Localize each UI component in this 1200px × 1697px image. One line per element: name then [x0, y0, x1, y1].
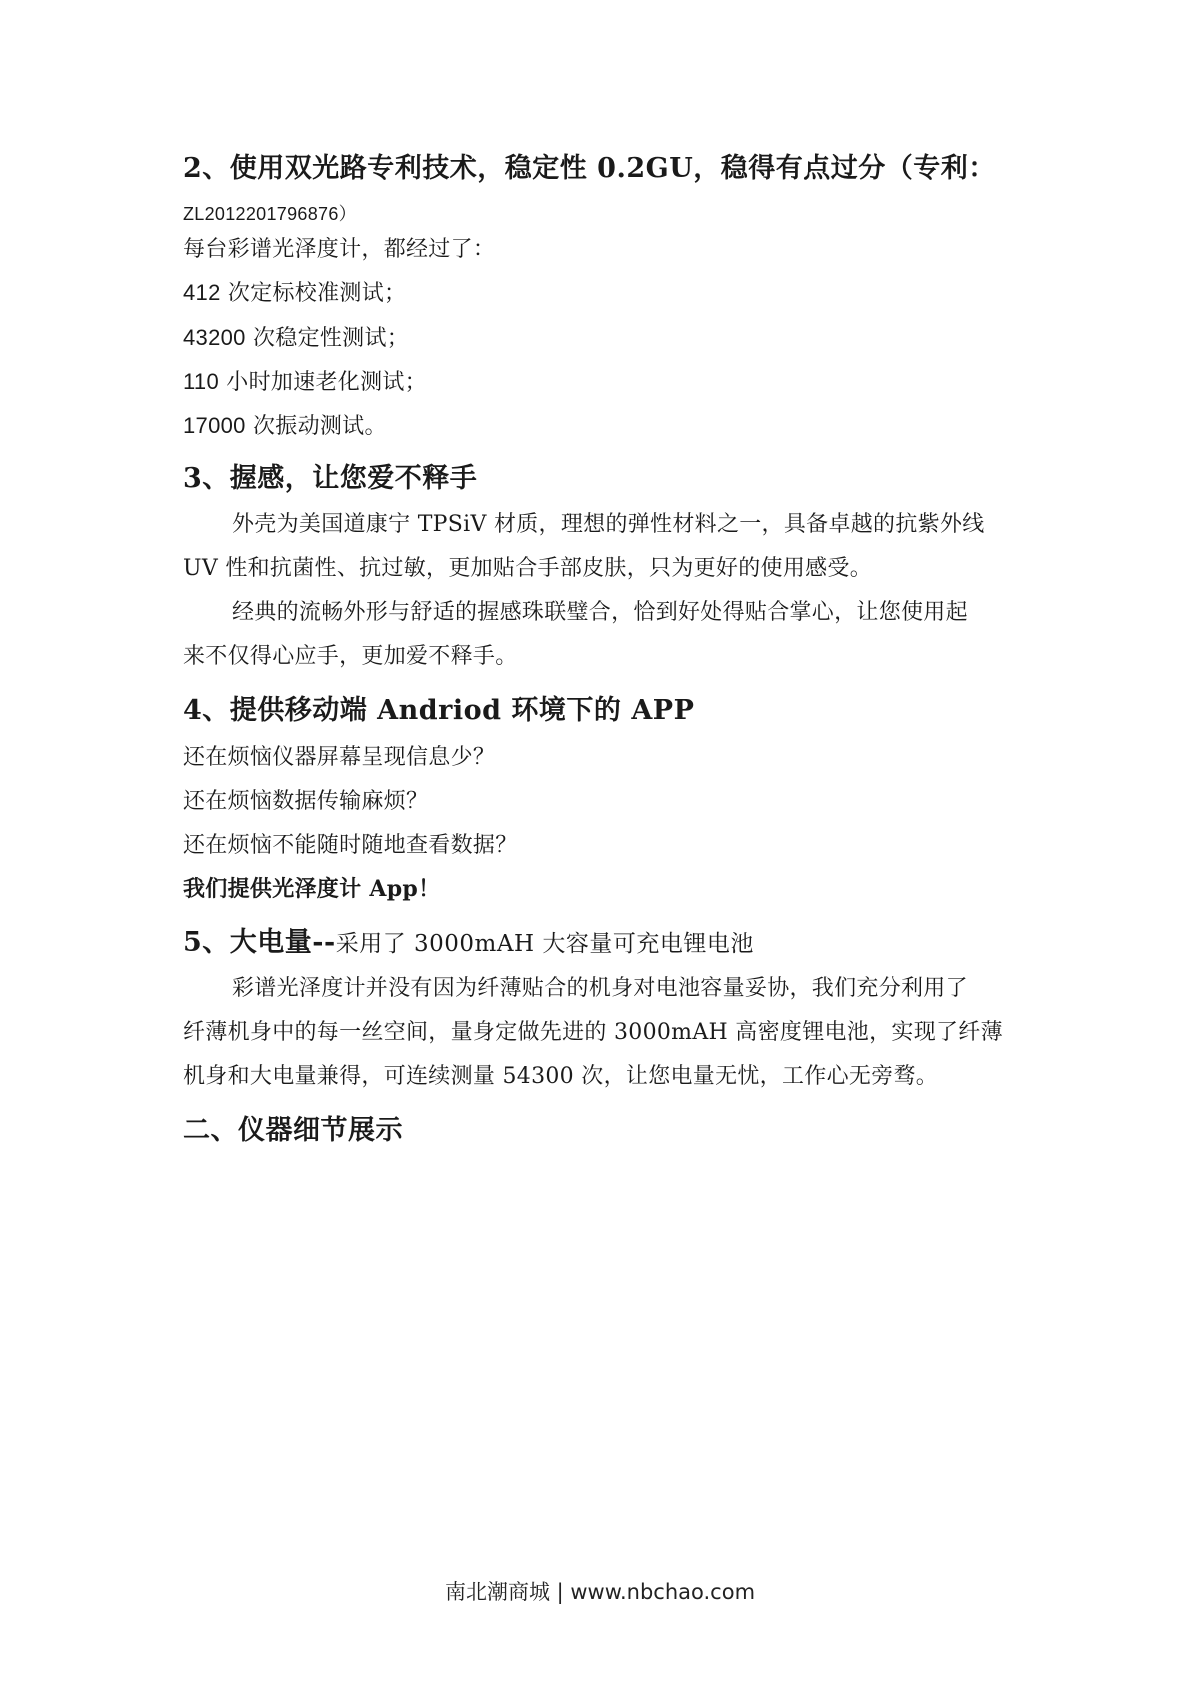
tests-intro: 每台彩谱光泽度计，都经过了： [183, 237, 496, 262]
paragraph-line: 机身和大电量兼得，可连续测量 54300 次，让您电量无忧，工作心无旁骛。 [183, 1064, 939, 1089]
section-3-heading: 3、握感，让您爱不释手 [183, 463, 478, 494]
chapter-2-heading: 二、仪器细节展示 [183, 1115, 403, 1146]
page-footer: 南北潮商城 | www.nbchao.com [444, 1580, 756, 1604]
section-5-heading: 5、大电量--采用了 3000mAH 大容量可充电锂电池 [183, 927, 754, 958]
question-item: 还在烦恼不能随时随地查看数据？ [183, 833, 518, 858]
test-item: 110 小时加速老化测试； [183, 369, 427, 395]
question-item: 还在烦恼仪器屏幕呈现信息少？ [183, 745, 496, 770]
paragraph-line: 经典的流畅外形与舒适的握感珠联璧合，恰到好处得贴合掌心，让您使用起 [232, 600, 968, 625]
paragraph-line: 外壳为美国道康宁 TPSiV 材质，理想的弹性材料之一，具备卓越的抗紫外线 [232, 512, 985, 537]
test-item: 412 次定标校准测试； [183, 280, 407, 306]
paragraph-line: UV 性和抗菌性、抗过敏，更加贴合手部皮肤，只为更好的使用感受。 [183, 556, 873, 581]
patent-number: ZL2012201796876） [183, 204, 357, 224]
paragraph-line: 纤薄机身中的每一丝空间，量身定做先进的 3000mAH 高密度锂电池，实现了纤薄 [183, 1020, 1003, 1045]
paragraph-line: 来不仅得心应手，更加爱不释手。 [183, 644, 518, 669]
section-4-heading: 4、提供移动端 Andriod 环境下的 APP [183, 695, 695, 726]
paragraph-line: 彩谱光泽度计并没有因为纤薄贴合的机身对电池容量妥协，我们充分利用了 [232, 976, 968, 1001]
section-2-heading: 2、使用双光路专利技术，稳定性 0.2GU，稳得有点过分（专利： [183, 153, 996, 184]
app-answer: 我们提供光泽度计 App！ [183, 876, 441, 902]
question-item: 还在烦恼数据传输麻烦？ [183, 789, 429, 814]
test-item: 43200 次稳定性测试； [183, 325, 410, 351]
test-item: 17000 次振动测试。 [183, 413, 387, 439]
